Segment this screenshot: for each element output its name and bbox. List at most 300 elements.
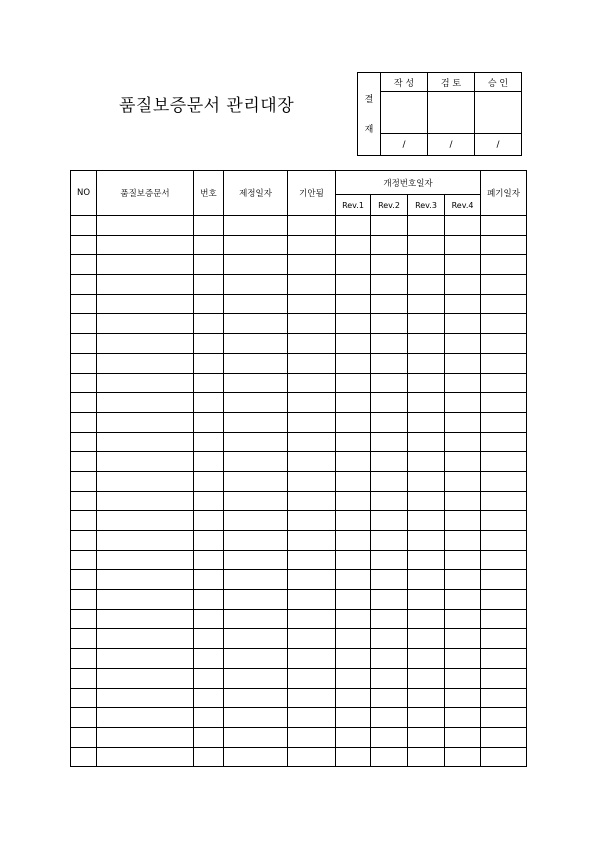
cell-no[interactable] (71, 747, 97, 767)
cell-rev-3[interactable] (408, 314, 445, 334)
table-row (71, 393, 527, 413)
cell-rev-1[interactable] (336, 590, 371, 610)
cell-number[interactable] (194, 471, 224, 491)
cell-no[interactable] (71, 727, 97, 747)
cell-document[interactable] (97, 727, 194, 747)
cell-rev-3[interactable] (408, 688, 445, 708)
cell-document[interactable] (97, 334, 194, 354)
cell-rev-2[interactable] (371, 550, 408, 570)
cell-no[interactable] (71, 708, 97, 728)
cell-disposal-date[interactable] (481, 531, 527, 551)
cell-created-date[interactable] (224, 570, 288, 590)
cell-disposal-date[interactable] (481, 491, 527, 511)
cell-disposal-date[interactable] (481, 609, 527, 629)
cell-disposal-date[interactable] (481, 412, 527, 432)
cell-rev-1[interactable] (336, 216, 371, 236)
cell-no[interactable] (71, 471, 97, 491)
cell-rev-1[interactable] (336, 235, 371, 255)
cell-rev-4[interactable] (445, 688, 481, 708)
cell-disposal-date[interactable] (481, 334, 527, 354)
cell-rev-3[interactable] (408, 550, 445, 570)
cell-disposal-date[interactable] (481, 727, 527, 747)
cell-rev-2[interactable] (371, 649, 408, 669)
cell-disposal-date[interactable] (481, 294, 527, 314)
cell-rev-4[interactable] (445, 668, 481, 688)
cell-initiator[interactable] (288, 531, 336, 551)
cell-number[interactable] (194, 294, 224, 314)
cell-rev-2[interactable] (371, 708, 408, 728)
cell-initiator[interactable] (288, 334, 336, 354)
cell-rev-3[interactable] (408, 570, 445, 590)
cell-created-date[interactable] (224, 531, 288, 551)
table-row (71, 570, 527, 590)
cell-no[interactable] (71, 334, 97, 354)
cell-rev-3[interactable] (408, 373, 445, 393)
cell-rev-4[interactable] (445, 471, 481, 491)
cell-document[interactable] (97, 550, 194, 570)
cell-rev-1[interactable] (336, 668, 371, 688)
cell-rev-2[interactable] (371, 294, 408, 314)
cell-disposal-date[interactable] (481, 590, 527, 610)
cell-no[interactable] (71, 393, 97, 413)
cell-rev-1[interactable] (336, 629, 371, 649)
cell-rev-3[interactable] (408, 511, 445, 531)
cell-rev-2[interactable] (371, 747, 408, 767)
cell-rev-3[interactable] (408, 294, 445, 314)
cell-number[interactable] (194, 649, 224, 669)
cell-rev-1[interactable] (336, 255, 371, 275)
cell-document[interactable] (97, 235, 194, 255)
cell-created-date[interactable] (224, 353, 288, 373)
cell-disposal-date[interactable] (481, 550, 527, 570)
cell-number[interactable] (194, 570, 224, 590)
cell-rev-2[interactable] (371, 432, 408, 452)
cell-created-date[interactable] (224, 708, 288, 728)
cell-created-date[interactable] (224, 550, 288, 570)
cell-initiator[interactable] (288, 550, 336, 570)
cell-document[interactable] (97, 373, 194, 393)
cell-rev-1[interactable] (336, 727, 371, 747)
approval-side-label (358, 73, 381, 156)
cell-rev-4[interactable] (445, 609, 481, 629)
cell-disposal-date[interactable] (481, 629, 527, 649)
cell-document[interactable] (97, 511, 194, 531)
cell-rev-4[interactable] (445, 235, 481, 255)
cell-document[interactable] (97, 412, 194, 432)
cell-created-date[interactable] (224, 275, 288, 295)
cell-disposal-date[interactable] (481, 353, 527, 373)
cell-rev-1[interactable] (336, 393, 371, 413)
cell-number[interactable] (194, 353, 224, 373)
cell-rev-4[interactable] (445, 216, 481, 236)
approval-date-author[interactable]: / (381, 134, 428, 156)
approval-col-reviewer: 검 토 (428, 73, 475, 92)
cell-initiator[interactable] (288, 708, 336, 728)
cell-rev-4[interactable] (445, 334, 481, 354)
cell-document[interactable] (97, 747, 194, 767)
cell-rev-3[interactable] (408, 590, 445, 610)
cell-disposal-date[interactable] (481, 668, 527, 688)
cell-created-date[interactable] (224, 294, 288, 314)
cell-created-date[interactable] (224, 373, 288, 393)
cell-rev-1[interactable] (336, 275, 371, 295)
cell-disposal-date[interactable] (481, 649, 527, 669)
cell-created-date[interactable] (224, 412, 288, 432)
cell-disposal-date[interactable] (481, 432, 527, 452)
cell-no[interactable] (71, 216, 97, 236)
cell-created-date[interactable] (224, 471, 288, 491)
cell-rev-1[interactable] (336, 511, 371, 531)
cell-initiator[interactable] (288, 629, 336, 649)
cell-no[interactable] (71, 629, 97, 649)
cell-disposal-date[interactable] (481, 373, 527, 393)
table-row (71, 373, 527, 393)
approval-sign-reviewer[interactable] (428, 92, 475, 134)
cell-rev-1[interactable] (336, 353, 371, 373)
cell-document[interactable] (97, 629, 194, 649)
cell-no[interactable] (71, 511, 97, 531)
cell-rev-1[interactable] (336, 314, 371, 334)
cell-initiator[interactable] (288, 727, 336, 747)
cell-number[interactable] (194, 275, 224, 295)
cell-document[interactable] (97, 353, 194, 373)
cell-rev-2[interactable] (371, 353, 408, 373)
cell-rev-2[interactable] (371, 255, 408, 275)
cell-initiator[interactable] (288, 216, 336, 236)
cell-rev-3[interactable] (408, 275, 445, 295)
cell-document[interactable] (97, 708, 194, 728)
cell-initiator[interactable] (288, 255, 336, 275)
approval-sign-approver[interactable] (475, 92, 522, 134)
cell-no[interactable] (71, 412, 97, 432)
cell-created-date[interactable] (224, 688, 288, 708)
cell-number[interactable] (194, 688, 224, 708)
cell-rev-1[interactable] (336, 491, 371, 511)
cell-rev-2[interactable] (371, 629, 408, 649)
cell-no[interactable] (71, 491, 97, 511)
table-row (71, 255, 527, 275)
cell-rev-1[interactable] (336, 471, 371, 491)
cell-initiator[interactable] (288, 393, 336, 413)
cell-no[interactable] (71, 609, 97, 629)
cell-number[interactable] (194, 629, 224, 649)
cell-number[interactable] (194, 727, 224, 747)
cell-created-date[interactable] (224, 452, 288, 472)
cell-rev-2[interactable] (371, 275, 408, 295)
cell-rev-1[interactable] (336, 570, 371, 590)
cell-rev-4[interactable] (445, 511, 481, 531)
cell-rev-3[interactable] (408, 452, 445, 472)
cell-rev-3[interactable] (408, 334, 445, 354)
cell-disposal-date[interactable] (481, 235, 527, 255)
cell-created-date[interactable] (224, 727, 288, 747)
cell-rev-3[interactable] (408, 471, 445, 491)
cell-number[interactable] (194, 452, 224, 472)
table-row (71, 294, 527, 314)
cell-created-date[interactable] (224, 393, 288, 413)
cell-rev-2[interactable] (371, 609, 408, 629)
cell-rev-1[interactable] (336, 412, 371, 432)
cell-rev-4[interactable] (445, 314, 481, 334)
cell-disposal-date[interactable] (481, 314, 527, 334)
cell-number[interactable] (194, 432, 224, 452)
cell-disposal-date[interactable] (481, 570, 527, 590)
cell-document[interactable] (97, 216, 194, 236)
cell-rev-2[interactable] (371, 491, 408, 511)
cell-rev-2[interactable] (371, 727, 408, 747)
cell-initiator[interactable] (288, 412, 336, 432)
cell-created-date[interactable] (224, 511, 288, 531)
cell-created-date[interactable] (224, 491, 288, 511)
cell-document[interactable] (97, 531, 194, 551)
cell-rev-4[interactable] (445, 550, 481, 570)
cell-no[interactable] (71, 688, 97, 708)
cell-disposal-date[interactable] (481, 708, 527, 728)
cell-rev-2[interactable] (371, 511, 408, 531)
cell-rev-4[interactable] (445, 393, 481, 413)
cell-rev-2[interactable] (371, 570, 408, 590)
cell-rev-3[interactable] (408, 393, 445, 413)
cell-disposal-date[interactable] (481, 688, 527, 708)
cell-disposal-date[interactable] (481, 747, 527, 767)
cell-rev-2[interactable] (371, 668, 408, 688)
cell-rev-1[interactable] (336, 432, 371, 452)
cell-rev-3[interactable] (408, 235, 445, 255)
cell-rev-3[interactable] (408, 255, 445, 275)
cell-number[interactable] (194, 550, 224, 570)
cell-rev-2[interactable] (371, 393, 408, 413)
cell-created-date[interactable] (224, 334, 288, 354)
cell-number[interactable] (194, 255, 224, 275)
cell-disposal-date[interactable] (481, 393, 527, 413)
cell-rev-2[interactable] (371, 590, 408, 610)
cell-rev-4[interactable] (445, 373, 481, 393)
cell-no[interactable] (71, 235, 97, 255)
cell-initiator[interactable] (288, 747, 336, 767)
cell-rev-1[interactable] (336, 452, 371, 472)
cell-number[interactable] (194, 511, 224, 531)
cell-initiator[interactable] (288, 609, 336, 629)
cell-rev-1[interactable] (336, 649, 371, 669)
cell-no[interactable] (71, 668, 97, 688)
cell-created-date[interactable] (224, 590, 288, 610)
cell-created-date[interactable] (224, 629, 288, 649)
cell-document[interactable] (97, 275, 194, 295)
cell-no[interactable] (71, 550, 97, 570)
cell-number[interactable] (194, 314, 224, 334)
cell-no[interactable] (71, 294, 97, 314)
cell-rev-1[interactable] (336, 550, 371, 570)
cell-rev-3[interactable] (408, 353, 445, 373)
cell-no[interactable] (71, 531, 97, 551)
cell-rev-2[interactable] (371, 412, 408, 432)
cell-no[interactable] (71, 452, 97, 472)
cell-created-date[interactable] (224, 216, 288, 236)
cell-rev-4[interactable] (445, 629, 481, 649)
cell-rev-2[interactable] (371, 373, 408, 393)
approval-date-approver[interactable]: / (475, 134, 522, 156)
approval-date-reviewer[interactable]: / (428, 134, 475, 156)
cell-initiator[interactable] (288, 491, 336, 511)
cell-rev-3[interactable] (408, 668, 445, 688)
cell-rev-1[interactable] (336, 334, 371, 354)
cell-initiator[interactable] (288, 590, 336, 610)
cell-document[interactable] (97, 255, 194, 275)
cell-initiator[interactable] (288, 688, 336, 708)
cell-number[interactable] (194, 609, 224, 629)
cell-rev-4[interactable] (445, 452, 481, 472)
cell-rev-2[interactable] (371, 216, 408, 236)
cell-document[interactable] (97, 688, 194, 708)
cell-rev-2[interactable] (371, 452, 408, 472)
approval-sign-author[interactable] (381, 92, 428, 134)
cell-rev-3[interactable] (408, 531, 445, 551)
cell-initiator[interactable] (288, 649, 336, 669)
cell-rev-4[interactable] (445, 491, 481, 511)
table-row (71, 590, 527, 610)
cell-initiator[interactable] (288, 314, 336, 334)
cell-created-date[interactable] (224, 432, 288, 452)
cell-number[interactable] (194, 590, 224, 610)
cell-rev-4[interactable] (445, 294, 481, 314)
cell-disposal-date[interactable] (481, 216, 527, 236)
cell-initiator[interactable] (288, 373, 336, 393)
cell-rev-3[interactable] (408, 727, 445, 747)
header-rev-3: Rev.3 (408, 195, 445, 216)
cell-created-date[interactable] (224, 314, 288, 334)
cell-document[interactable] (97, 491, 194, 511)
cell-document[interactable] (97, 393, 194, 413)
cell-rev-2[interactable] (371, 688, 408, 708)
cell-rev-2[interactable] (371, 531, 408, 551)
cell-rev-1[interactable] (336, 373, 371, 393)
cell-initiator[interactable] (288, 570, 336, 590)
cell-no[interactable] (71, 255, 97, 275)
cell-disposal-date[interactable] (481, 511, 527, 531)
cell-no[interactable] (71, 590, 97, 610)
cell-rev-1[interactable] (336, 294, 371, 314)
cell-no[interactable] (71, 275, 97, 295)
cell-no[interactable] (71, 314, 97, 334)
cell-rev-2[interactable] (371, 334, 408, 354)
cell-rev-4[interactable] (445, 275, 481, 295)
cell-rev-4[interactable] (445, 412, 481, 432)
cell-document[interactable] (97, 471, 194, 491)
cell-rev-3[interactable] (408, 629, 445, 649)
cell-number[interactable] (194, 216, 224, 236)
cell-initiator[interactable] (288, 294, 336, 314)
cell-no[interactable] (71, 432, 97, 452)
cell-rev-4[interactable] (445, 570, 481, 590)
table-row (71, 216, 527, 236)
cell-rev-1[interactable] (336, 708, 371, 728)
cell-rev-4[interactable] (445, 708, 481, 728)
cell-rev-4[interactable] (445, 590, 481, 610)
cell-document[interactable] (97, 452, 194, 472)
cell-number[interactable] (194, 491, 224, 511)
cell-initiator[interactable] (288, 235, 336, 255)
cell-rev-3[interactable] (408, 491, 445, 511)
cell-created-date[interactable] (224, 255, 288, 275)
cell-number[interactable] (194, 235, 224, 255)
cell-rev-4[interactable] (445, 649, 481, 669)
cell-initiator[interactable] (288, 471, 336, 491)
cell-rev-1[interactable] (336, 609, 371, 629)
cell-no[interactable] (71, 649, 97, 669)
cell-no[interactable] (71, 570, 97, 590)
cell-number[interactable] (194, 334, 224, 354)
table-row (71, 511, 527, 531)
cell-number[interactable] (194, 708, 224, 728)
cell-document[interactable] (97, 668, 194, 688)
cell-rev-2[interactable] (371, 314, 408, 334)
cell-rev-3[interactable] (408, 747, 445, 767)
cell-created-date[interactable] (224, 668, 288, 688)
cell-no[interactable] (71, 373, 97, 393)
cell-document[interactable] (97, 609, 194, 629)
cell-created-date[interactable] (224, 747, 288, 767)
cell-document[interactable] (97, 590, 194, 610)
cell-rev-1[interactable] (336, 531, 371, 551)
cell-document[interactable] (97, 314, 194, 334)
cell-created-date[interactable] (224, 649, 288, 669)
cell-rev-1[interactable] (336, 688, 371, 708)
cell-rev-4[interactable] (445, 255, 481, 275)
cell-rev-2[interactable] (371, 471, 408, 491)
cell-document[interactable] (97, 294, 194, 314)
cell-number[interactable] (194, 531, 224, 551)
cell-document[interactable] (97, 570, 194, 590)
cell-number[interactable] (194, 373, 224, 393)
cell-number[interactable] (194, 747, 224, 767)
cell-rev-4[interactable] (445, 747, 481, 767)
cell-disposal-date[interactable] (481, 471, 527, 491)
cell-disposal-date[interactable] (481, 255, 527, 275)
cell-rev-3[interactable] (408, 609, 445, 629)
cell-initiator[interactable] (288, 452, 336, 472)
cell-rev-4[interactable] (445, 432, 481, 452)
cell-rev-3[interactable] (408, 432, 445, 452)
header-revision-group: 개정번호일자 (336, 171, 481, 195)
cell-disposal-date[interactable] (481, 275, 527, 295)
cell-rev-4[interactable] (445, 727, 481, 747)
cell-created-date[interactable] (224, 235, 288, 255)
cell-initiator[interactable] (288, 353, 336, 373)
cell-initiator[interactable] (288, 511, 336, 531)
cell-rev-3[interactable] (408, 649, 445, 669)
table-row (71, 668, 527, 688)
cell-number[interactable] (194, 412, 224, 432)
cell-no[interactable] (71, 353, 97, 373)
cell-document[interactable] (97, 649, 194, 669)
cell-rev-4[interactable] (445, 353, 481, 373)
cell-number[interactable] (194, 393, 224, 413)
table-row (71, 531, 527, 551)
cell-rev-3[interactable] (408, 708, 445, 728)
cell-rev-3[interactable] (408, 412, 445, 432)
cell-rev-1[interactable] (336, 747, 371, 767)
cell-initiator[interactable] (288, 668, 336, 688)
cell-rev-3[interactable] (408, 216, 445, 236)
cell-created-date[interactable] (224, 609, 288, 629)
cell-initiator[interactable] (288, 275, 336, 295)
cell-rev-4[interactable] (445, 531, 481, 551)
cell-initiator[interactable] (288, 432, 336, 452)
cell-document[interactable] (97, 432, 194, 452)
cell-rev-2[interactable] (371, 235, 408, 255)
cell-number[interactable] (194, 668, 224, 688)
cell-disposal-date[interactable] (481, 452, 527, 472)
